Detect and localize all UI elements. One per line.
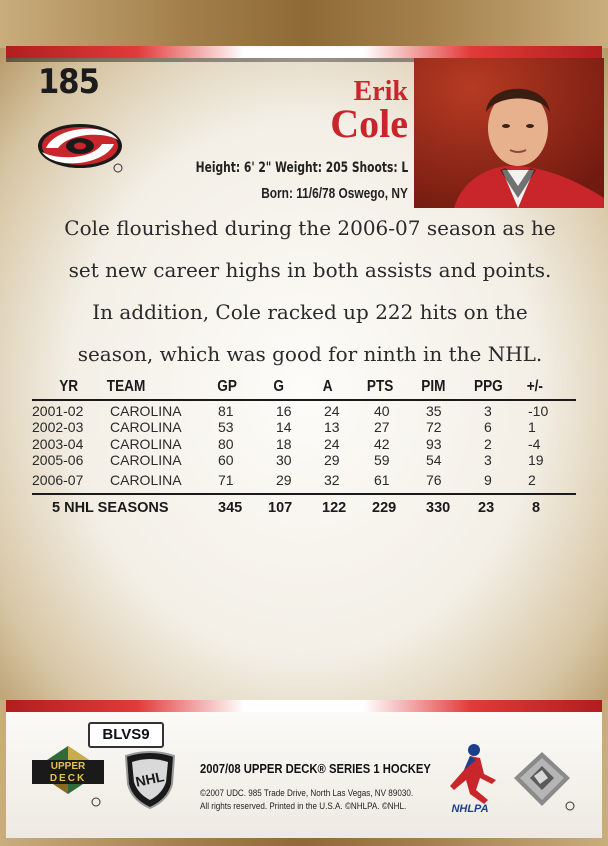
header-yr: YR [59,378,79,395]
ud-logo-upper-text: UPPER [50,761,86,772]
header-pim: PIM [421,378,446,395]
blurb-line: season, which was good for ninth in the NHL. [77,342,543,366]
hologram-icon [508,750,576,812]
total-pts: 229 [372,500,397,516]
blurb-line: set new career highs in both assists and points. [68,258,552,282]
header-pts: PTS [366,378,394,395]
top-stripe [6,46,602,58]
stat-cell-ppg: 6 [484,419,492,435]
stat-cell-team: CAROLINA [110,452,182,468]
stat-cell-yr: 2001-02 [32,403,84,419]
header-ppg: PPG [474,378,503,395]
stat-cell-g: 14 [276,419,292,435]
card-number: 185 [38,62,99,102]
total-plus-minus: 8 [532,500,541,516]
stats-header-row [32,378,543,398]
stat-cell-plus-minus: -4 [528,436,541,452]
blurb-line: In addition, Cole racked up 222 hits on the [92,300,528,324]
stat-cell-a: 32 [324,472,340,488]
stat-cell-gp: 71 [218,472,234,488]
stat-cell-plus-minus: 19 [528,452,544,468]
stat-cell-pim: 72 [426,419,442,435]
total-ppg: 23 [478,500,495,516]
stat-cell-pts: 59 [374,452,390,468]
header-g: G [273,378,284,395]
ud-logo-deck-text: DECK [49,773,87,784]
stats-total-rule [32,493,576,495]
stat-cell-pim: 93 [426,436,442,452]
stat-cell-pts: 61 [374,472,390,488]
stats-row [0,419,544,435]
stat-cell-g: 18 [276,436,292,452]
stat-cell-ppg: 3 [484,403,492,419]
nhlpa-text: NHLPA [451,803,489,815]
stat-cell-pts: 27 [374,419,390,435]
stat-cell-a: 29 [324,452,340,468]
player-bio-measurements: Height: 6' 2" Weight: 205 Shoots: L [195,160,408,176]
total-a: 122 [322,500,347,516]
nhl-shield-icon [122,748,178,810]
stat-cell-yr: 2005-06 [32,452,84,468]
stats-total-row [32,500,576,518]
stat-cell-ppg: 2 [484,436,492,452]
stat-cell-plus-minus: 1 [528,419,536,435]
upper-deck-logo-icon [30,744,106,810]
top-border [0,0,608,48]
total-pim: 330 [426,500,451,516]
total-gp: 345 [218,500,243,516]
stats-row [0,452,544,468]
nhl-shield-text: NHL [134,768,166,790]
stat-cell-g: 29 [276,472,292,488]
legal-line: All rights reserved. Printed in the U.S.A. ©NHLPA. ©NHL. [200,801,407,811]
stat-cell-g: 16 [276,403,292,419]
hurricanes-logo-icon [36,118,126,180]
stats-header-rule [32,399,576,401]
header-plus-minus: +/- [526,378,543,395]
header-team: TEAM [106,378,146,395]
stat-cell-a: 13 [324,419,340,435]
stat-cell-plus-minus: 2 [528,472,536,488]
total-label: 5 NHL SEASONS [52,500,169,516]
header-gp: GP [217,378,237,395]
stats-row [0,403,549,419]
player-first-name: Erik [353,76,408,107]
stat-cell-yr: 2006-07 [32,472,84,488]
stat-cell-pim: 35 [426,403,442,419]
bottom-stripe [6,700,602,712]
stat-cell-g: 30 [276,452,292,468]
stats-row [0,472,544,488]
series-title: 2007/08 UPPER DECK® SERIES 1 HOCKEY [200,762,431,776]
total-g: 107 [268,500,293,516]
stat-cell-gp: 53 [218,419,234,435]
card-code: BLVS9 [88,722,164,748]
legal-line: ©2007 UDC. 985 Trade Drive, North Las Vegas, NV 89030. [200,788,414,798]
header-a: A [322,378,333,395]
player-photo [414,58,604,208]
player-bio-birth: Born: 11/6/78 Oswego, NY [261,186,408,202]
stat-cell-gp: 81 [218,403,234,419]
stat-cell-pim: 54 [426,452,442,468]
stat-cell-ppg: 3 [484,452,492,468]
stat-cell-team: CAROLINA [110,472,182,488]
stat-cell-plus-minus: -10 [528,403,549,419]
stat-cell-pts: 40 [374,403,390,419]
stat-cell-yr: 2002-03 [32,419,84,435]
stat-cell-pts: 42 [374,436,390,452]
stat-cell-gp: 60 [218,452,234,468]
stat-cell-team: CAROLINA [110,403,182,419]
stat-cell-team: CAROLINA [110,436,182,452]
stat-cell-gp: 80 [218,436,234,452]
stat-cell-a: 24 [324,403,340,419]
stat-cell-a: 24 [324,436,340,452]
stat-cell-team: CAROLINA [110,419,182,435]
player-last-name: Cole [330,101,408,146]
blurb-line: Cole flourished during the 2006-07 season as he [64,216,556,240]
stat-cell-pim: 76 [426,472,442,488]
stat-cell-yr: 2003-04 [32,436,84,452]
nhlpa-logo-icon [440,740,500,816]
stat-cell-ppg: 9 [484,472,492,488]
stats-row [0,436,544,452]
